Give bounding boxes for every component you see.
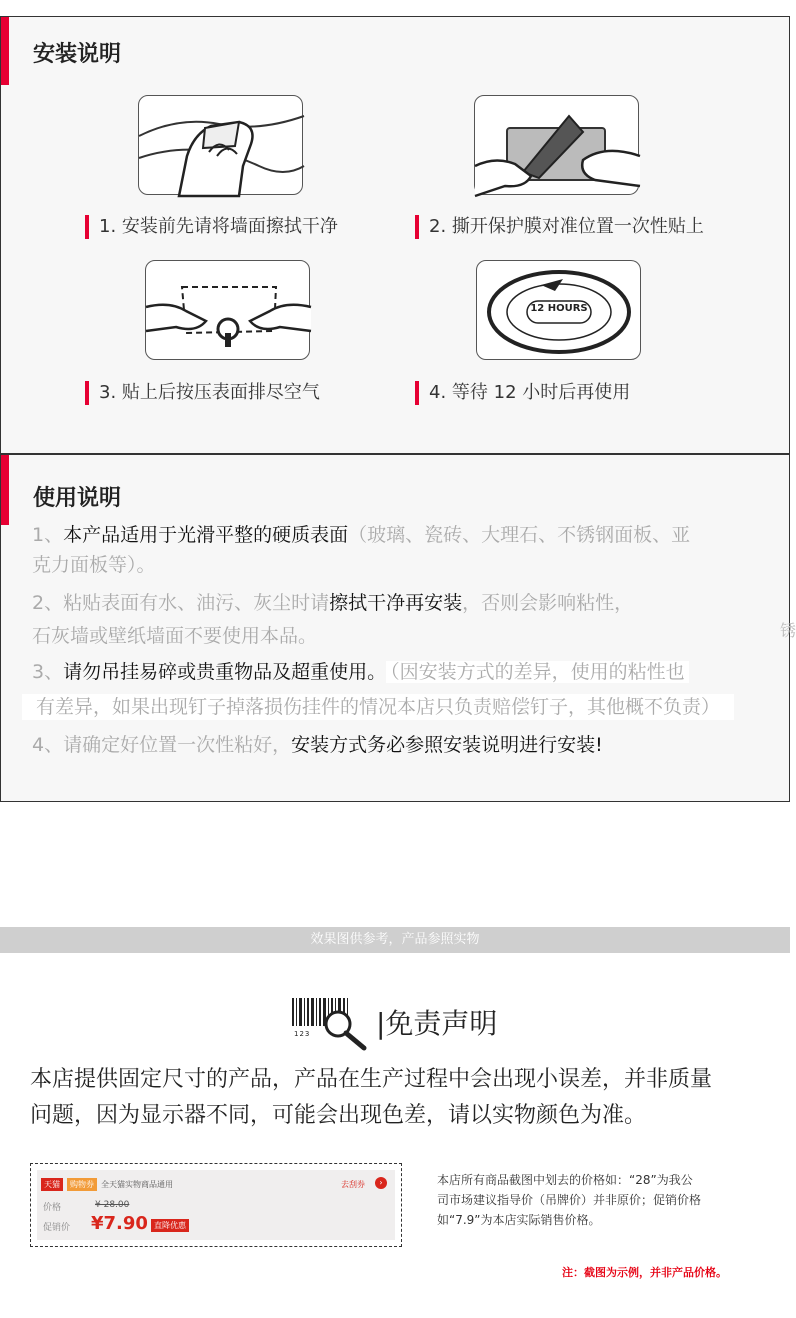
promo-price-label: 促销价 [43, 1223, 71, 1233]
usage-title: 使用说明 [33, 486, 122, 511]
accent-bar [1, 17, 9, 85]
disclaimer-body [30, 1062, 712, 1134]
tmall-tag: 天猫 [41, 1178, 63, 1191]
price-label: 价格 [43, 1203, 62, 1213]
voucher-tag: 购物券 [67, 1178, 97, 1191]
barcode-digits: 123 [294, 1030, 311, 1038]
usage-line3 [32, 655, 689, 689]
scratch-coupon-link: 去刮券 [341, 1180, 365, 1189]
chevron-right-icon: › [375, 1177, 387, 1189]
step4-clock-illustration [476, 260, 641, 360]
note-text: 2、粘贴表面有水、油污、灰尘时请 [32, 592, 330, 614]
step1-wipe-illustration [138, 95, 303, 195]
line-number: 1、 [32, 524, 64, 546]
cropped-side-char: 锈 [780, 621, 796, 640]
screenshot-top-row [41, 1176, 173, 1192]
hours-text: 12 HOURS [530, 303, 588, 314]
accent-bar [1, 455, 9, 525]
disclaimer-title: |免责声明 [376, 1007, 498, 1040]
step3-label: 3. 贴上后按压表面排尽空气 [85, 381, 320, 405]
barcode-search-icon [290, 994, 368, 1050]
price-note-line: 司市场建议指导价（吊牌价）并非原价；促销价格 [437, 1193, 702, 1207]
emphasis-text: 安装方式务必参照安装说明进行安装! [291, 734, 603, 756]
usage-line1 [32, 518, 690, 552]
usage-line1-cont: 克力面板等）。 [32, 554, 156, 576]
note-text: 4、请确定好位置一次性粘好， [32, 734, 292, 756]
example-footnote: 注：截图为示例，并非产品价格。 [562, 1266, 727, 1279]
disclaimer-header [290, 994, 497, 1050]
price-screenshot-example [30, 1163, 402, 1247]
disclaimer-line: 问题，因为显示器不同，可能会出现色差，请以实物颜色为准。 [30, 1103, 647, 1128]
original-price: ¥ 28.00 [95, 1200, 130, 1210]
note-text: （因安装方式的差异，使用的粘性也 [386, 661, 689, 683]
price-explanation [437, 1170, 757, 1230]
install-title: 安装说明 [33, 42, 122, 67]
step2-label: 2. 撕开保护膜对准位置一次性贴上 [415, 215, 704, 239]
disclaimer-line: 本店提供固定尺寸的产品，产品在生产过程中会出现小误差，并非质量 [30, 1067, 713, 1092]
step1-label: 1. 安装前先请将墙面擦拭干净 [85, 215, 338, 239]
usage-line3-cont [22, 690, 734, 724]
promo-price: ¥7.90 [91, 1213, 148, 1234]
usage-line4 [32, 728, 603, 762]
reference-banner: 效果图供参考，产品参照实物 [0, 927, 790, 953]
price-note-line: 如“7.9”为本店实际销售价格。 [437, 1213, 601, 1227]
step2-peel-illustration [474, 95, 639, 195]
voucher-scope-text: 全天猫实物商品通用 [101, 1179, 173, 1189]
note-text: 有差异，如果出现钉子掉落损伤挂件的情况本店只负责赔偿钉子，其他概不负责） [22, 694, 734, 720]
note-text: ，否则会影响粘性， [462, 592, 634, 614]
usage-line2 [32, 586, 633, 620]
usage-line2-cont: 石灰墙或壁纸墙面不要使用本品。 [32, 625, 318, 647]
line-number: 3、 [32, 661, 64, 683]
step4-label: 4. 等待 12 小时后再使用 [415, 381, 630, 405]
install-panel [0, 16, 790, 454]
note-text: （玻璃、瓷砖、大理石、不锈钢面板、亚 [348, 524, 691, 546]
emphasis-text: 本产品适用于光滑平整的硬质表面 [63, 524, 349, 546]
emphasis-text: 擦拭干净再安装 [329, 592, 463, 614]
step3-press-illustration [145, 260, 310, 360]
promo-badge: 直降优惠 [151, 1219, 189, 1232]
price-note-line: 本店所有商品截图中划去的价格如：“28”为我公 [437, 1173, 693, 1187]
emphasis-text: 请勿吊挂易碎或贵重物品及超重使用。 [63, 661, 387, 683]
